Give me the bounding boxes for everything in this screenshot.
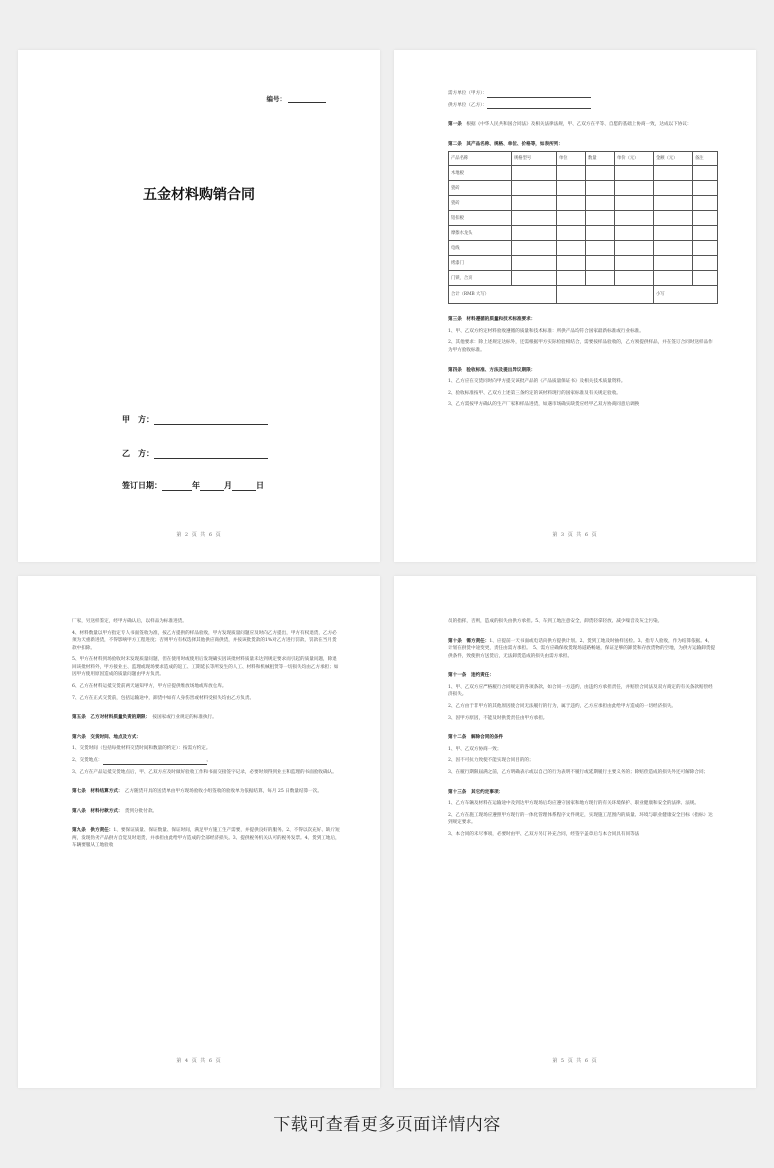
product-table: [448, 151, 718, 304]
seller-line: 供方单位（乙方）：: [448, 102, 716, 110]
page-body: [448, 618, 716, 838]
article-6-p3: 3、乙方在产品运抵交货地点后，甲、乙双方应及时做好验收工作和书面交接签字记录，必要时须得到业主和监理的书面验收确认。: [72, 769, 337, 775]
article-3-title: 第三条 材料遵循的质量和技术标准要求：: [448, 317, 536, 323]
continued-text: 厂家，另送样鉴定，经甲方确认后，以样品为标准进货。: [72, 619, 187, 624]
article-3-p7: 7、乙方在正式交货前，包括运输途中，卸货中如有人身伤害或材料受损失均由乙方负责。: [72, 695, 255, 701]
contract-title: 五金材料购销合同: [143, 187, 255, 203]
product-name: 木地板: [449, 166, 512, 181]
article-9: 第九条 供方责任：1、要保证质量、保证数量、保证时间，满足甲方施工生产需要，并提供良好的服务。2、不得以次充好、缺斤短两，发现伪劣产品供方自觉及时退货，并承担由此给甲方造成的全部经济损失。3、提供税务机关认可的税务发票。4、货到工地后，车辆要服从工地验收: [72, 828, 340, 849]
article-11-p3: 3、因甲方原因，不能及时供货责任由甲方承担。: [448, 715, 548, 721]
page-body: [72, 618, 340, 850]
article-1: 第一条 根据《中华人民共和国合同法》及相关法律法规，甲、乙双方在平等、自愿的基础上协商一致，达成以下协议：: [448, 122, 692, 128]
table-header: 单位: [557, 152, 586, 166]
article-11-p1: 1、甲、乙双方应严格履行合同规定的各项条款，如合同一方违约，由违约方承担责任，并赔偿合同法及双方商定的有关条款赔偿经济损失。: [448, 684, 713, 698]
product-name: 门锁、合页: [449, 271, 512, 286]
product-name: 铝扣板: [449, 211, 512, 226]
article-6-p1: 1、交货时间（包括每批材料交货时间和数量的约定）：按需方约定。: [72, 746, 211, 752]
article-13-p1: 1、乙方车辆及材料在运输途中及到达甲方现场后均应遵守国家和地方现行的有关环境保护、职业健康和安全的法律、法规。: [448, 801, 699, 807]
table-header: 备注: [693, 152, 718, 166]
continued-text: 员的指挥，否则，造成的损失由供方承担。5、车到工地注意安全，卸货轻拿轻放、减少噪音及灰尘污染。: [448, 619, 663, 624]
party-a-line: 甲 方：: [122, 414, 268, 425]
table-header: 金额（元）: [654, 152, 693, 166]
article-3-p4: 4、材料数量以甲方指定专人书面签收为准，按乙方提供的样品验收，甲方发现质量问题应及时向乙方提出，甲方有权退货，乙方必须为天重新进货，不得影响甲方工程进度；否则甲方有权选择其他供应商供货，并按该批货款的1%对乙方进行罚款，罚款在当月货款中扣除。: [72, 630, 337, 651]
party-b-line: 乙 方：: [122, 448, 268, 459]
article-11-title: 第十一条 违约责任：: [448, 673, 494, 679]
product-name: 电线: [449, 241, 512, 256]
total-lower-label: 小写: [654, 286, 718, 304]
page-contract-2: [394, 50, 756, 562]
page-contract-4: [18, 576, 380, 1088]
article-11-p2: 2、乙方由于非甲方的其他原因使合同无法履行的行为，属于违约，乙方应承担由此给甲方造成的一切经济损失。: [448, 704, 677, 710]
product-name: 摩擦水龙头: [449, 226, 512, 241]
contract-number: 编号：: [267, 94, 327, 103]
download-prompt: 下载可查看更多页面详情内容: [273, 1115, 501, 1135]
product-name: 瓷砖: [449, 196, 512, 211]
article-12-title: 第十二条 解除合同的条件: [448, 735, 504, 741]
table-row: [449, 211, 718, 226]
page-body: [448, 90, 716, 409]
table-header-row: [449, 152, 718, 166]
article-13-p3: 3、本合同的未尽事项，必要时由甲、乙双方另订补充合同，经签字盖章后与本合同具有同等法: [448, 831, 640, 837]
article-12-p3: 3、在履行期限届满之前，乙方明确表示或以自己的行为表明不履行或延期履行主要义务的；除赔偿造成的损失外还可解除合同；: [448, 769, 709, 775]
article-13-title: 第十三条 其它约定事项：: [448, 789, 504, 795]
sign-date-line: 签订日期： 年 月 日: [122, 481, 264, 490]
table-row: [449, 226, 718, 241]
table-row: [449, 166, 718, 181]
article-3-p2: 2、其他要求：除上述规定达标外，还需根据甲方实际检验相结合，需要按样品验收的，乙方须提供样品，并在签订合同时送样品作为甲方验收标准。: [448, 340, 713, 354]
article-3-p1: 1、甲、乙双方约定材料验收遵循的质量和技术标准：所供产品均符合国家最新标准或行业标准。: [448, 328, 644, 334]
article-6-p2: 2、交货地点： 。: [72, 757, 212, 763]
page-number: 第 4 页 共 6 页: [176, 1058, 222, 1064]
table-header: 单价（元）: [615, 152, 654, 166]
table-header: 产品名称: [449, 152, 512, 166]
table-row: [449, 241, 718, 256]
article-8: 第八条 材料付款方式： 货到分批付款。: [72, 808, 158, 814]
article-7: 第七条 材料结算方式： 乙方随货开具的送货单由甲方现场验收小组签收的验收单为依据结算，每月 25 日数量结算一次。: [72, 789, 322, 795]
article-2-title: 第二条 其产品名称、规格、单位、价格等，如表所列：: [448, 141, 563, 147]
article-13-p2: 2、乙方在施工现场应遵照甲方现行的一体化管理体系程序文件规定，实现施工范围内的质量、环境与职业健康安全目标（指标）达到规定要求。: [448, 812, 713, 826]
article-3-p5: 5、甲方在材料到场验收时未发现质量问题，但在使用时或使用后发现确实因该批材料质量未达到规定要求而引起的质量问题，除退回该批材料外，甲方接业主、监理或现场要求造成的返工、工期延长等所发生的人工、材料和机械租赁等一切损失均由乙方承担；如因甲方使用原因造成的质量问题由甲方负责。: [72, 657, 339, 678]
product-name: 瓷砖: [449, 181, 512, 196]
page-number: 第 5 页 共 6 页: [552, 1058, 598, 1064]
product-name: 烤漆门: [449, 256, 512, 271]
table-row: [449, 196, 718, 211]
table-total-row: [449, 286, 718, 304]
article-4-p2: 2、验收标准按甲、乙双方上述第三条约定的该材料现行的国家标准及有关规定验收。: [448, 390, 621, 396]
article-3-p6: 6、乙方在材料运抵交货前两天通知甲方，甲方应提供堆放场地或库放仓库。: [72, 684, 227, 690]
page-contract-5: [394, 576, 756, 1088]
article-6-title: 第六条 交货时间、地点及方式：: [72, 734, 141, 740]
page-number: 第 2 页 共 6 页: [176, 532, 222, 538]
article-12-p1: 1、甲、乙双方协商一致；: [448, 746, 502, 752]
article-4-p1: 1、乙方应在交货同时向甲方提交该批产品的《产品质量保证书》及相关技术质量资料。: [448, 379, 626, 385]
article-12-p2: 2、因不可抗力致使不能实现合同目的的；: [448, 758, 534, 764]
article-5: 第五条 乙方对材料质量负责的期限： 按国家或行业规定的标准执行。: [72, 715, 217, 721]
table-row: [449, 271, 718, 286]
table-header: 规格型号: [512, 152, 557, 166]
article-4-p3: 3、乙方需按甲方确认的生产厂家和样品进货，如遇市场确实缺货应经甲乙双方协商同意后调换: [448, 402, 640, 408]
article-10: 第十条 需方责任：1、应提前一天书面或电话向供方提供计划。2、货到工地及时抽样送检。3、指专人验收，作为结算依据。4、计划在供货中途变更，责任由需方承担。 5、需方应确保收货现场道路畅通，保证足够的卸货和存放货物的空地，为供方运输卸货提供条件，致使供方送货后，无法卸货造成的损失由需方承担。: [448, 638, 716, 659]
table-row: [449, 256, 718, 271]
total-label: 合计（RMB 大写）: [449, 286, 557, 304]
table-row: [449, 181, 718, 196]
buyer-line: 需方单位（甲方）：: [448, 90, 716, 98]
table-header: 数量: [586, 152, 615, 166]
page-number: 第 3 页 共 6 页: [552, 532, 598, 538]
article-4-title: 第四条 验收标准、方法及提出异议期限：: [448, 367, 536, 373]
page-cover: [18, 50, 380, 562]
